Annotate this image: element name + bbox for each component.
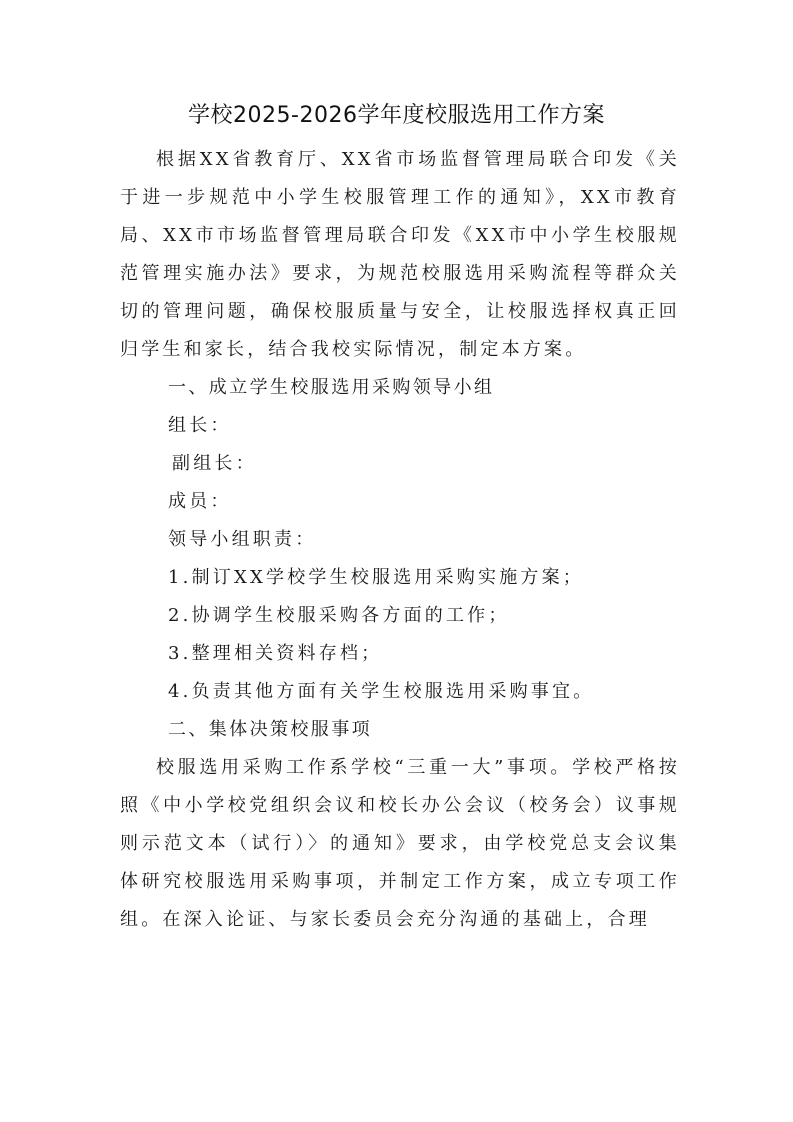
duty-item: 3.整理相关资料存档； — [168, 643, 383, 664]
duty-item: 4.负责其他方面有关学生校服选用采购事宜。 — [168, 681, 595, 702]
section-1-heading: 一、成立学生校服选用采购领导小组 — [168, 377, 495, 398]
section-2-paragraph: 校服选用采购工作系学校“三重一大”事项。学校严格按照《中小学校党组织会议和校长办公会议（校务会）议事规则示范文本（试行）〉的通知》要求，由学校党总支会议集体研究校服选用采购事项，并制定工作方案，成立专项工作组。在深入论证、与家长委员会充分沟通的基础上，合理 — [120, 757, 680, 930]
vice-leader-label: 副组长： — [172, 453, 257, 474]
document-body — [120, 141, 680, 939]
duties-label: 领导小组职责： — [168, 529, 317, 550]
document-title: 学校2025-2026学年度校服选用工作方案 — [188, 103, 605, 128]
intro-paragraph: 根据XX省教育厅、XX省市场监督管理局联合印发《关于进一步规范中小学生校服管理工作的通知》，XX市教育局、XX市市场监督管理局联合印发《XX市中小学生校服规范管理实施办法》要求，为规范校服选用采购流程等群众关切的管理问题，确保校服质量与安全，让校服选择权真正回归学生和家长，结合我校实际情况，制定本方案。 — [120, 149, 680, 360]
duty-item: 1.制订XX学校学生校服选用采购实施方案； — [168, 567, 585, 588]
leader-label: 组长： — [168, 415, 232, 436]
members-label: 成员： — [168, 491, 232, 512]
section-2-heading: 二、集体决策校服事项 — [168, 719, 372, 740]
duty-item: 2.协调学生校服采购各方面的工作； — [168, 605, 510, 626]
